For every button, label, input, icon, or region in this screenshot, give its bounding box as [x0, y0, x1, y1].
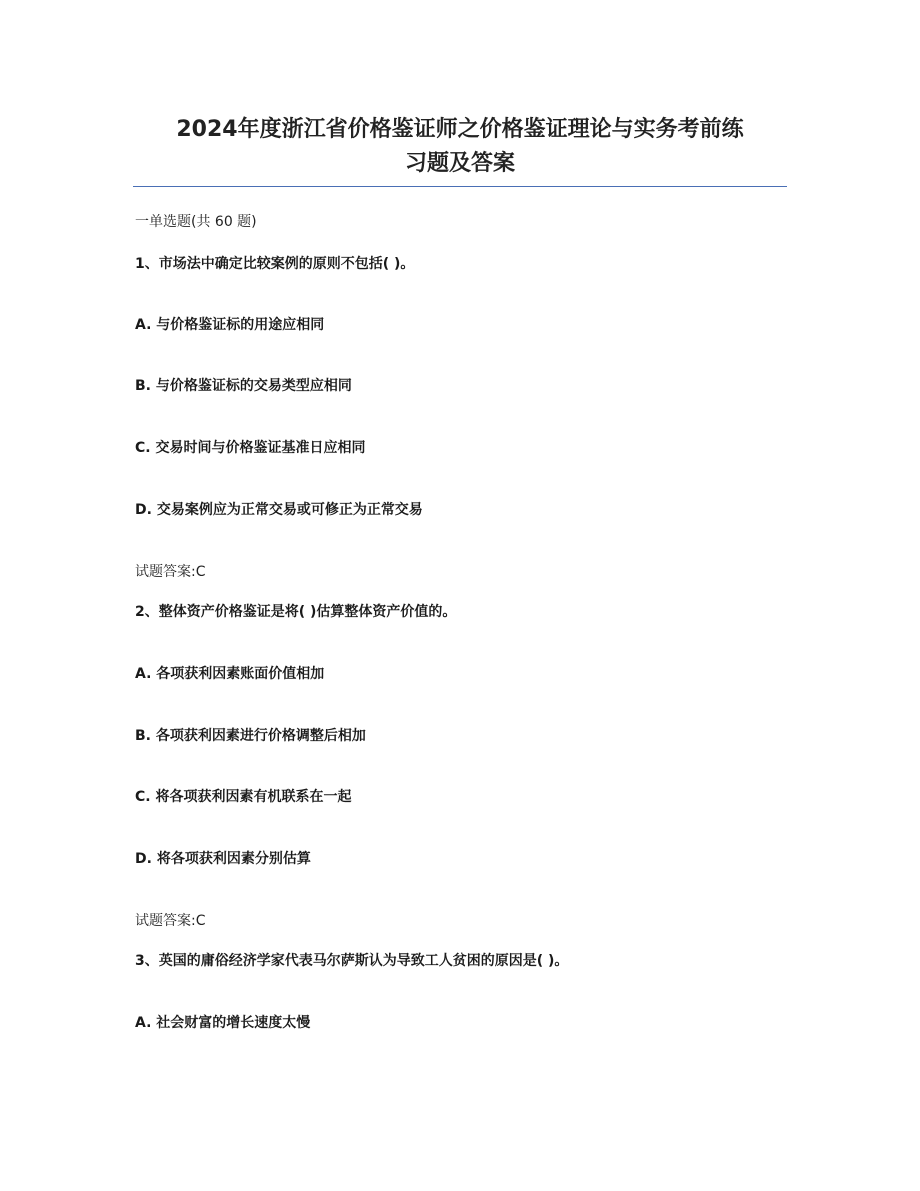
question-1-option-c: C. 交易时间与价格鉴证基准日应相同: [135, 440, 366, 456]
question-3-stem: 3、英国的庸俗经济学家代表马尔萨斯认为导致工人贫困的原因是( )。: [135, 953, 569, 969]
title-line-2: 习题及答案: [404, 151, 515, 176]
question-2-answer: 试题答案:C: [135, 913, 206, 929]
question-2-option-a: A. 各项获利因素账面价值相加: [135, 666, 325, 682]
question-1-option-d: D. 交易案例应为正常交易或可修正为正常交易: [135, 502, 423, 518]
document-title: [130, 113, 790, 181]
question-2-option-b: B. 各项获利因素进行价格调整后相加: [135, 728, 366, 744]
title-divider: [133, 186, 787, 187]
question-1-option-b: B. 与价格鉴证标的交易类型应相同: [135, 378, 352, 394]
title-line-1: 2024年度浙江省价格鉴证师之价格鉴证理论与实务考前练: [176, 117, 744, 142]
question-2-option-d: D. 将各项获利因素分别估算: [135, 851, 311, 867]
question-1-answer: 试题答案:C: [135, 564, 206, 580]
question-3-option-a: A. 社会财富的增长速度太慢: [135, 1015, 311, 1031]
question-1-stem: 1、市场法中确定比较案例的原则不包括( )。: [135, 256, 415, 272]
question-2-stem: 2、整体资产价格鉴证是将( )估算整体资产价值的。: [135, 604, 457, 620]
question-2-option-c: C. 将各项获利因素有机联系在一起: [135, 789, 352, 805]
section-heading: 一单选题(共 60 题): [135, 214, 257, 230]
question-1-option-a: A. 与价格鉴证标的用途应相同: [135, 317, 325, 333]
